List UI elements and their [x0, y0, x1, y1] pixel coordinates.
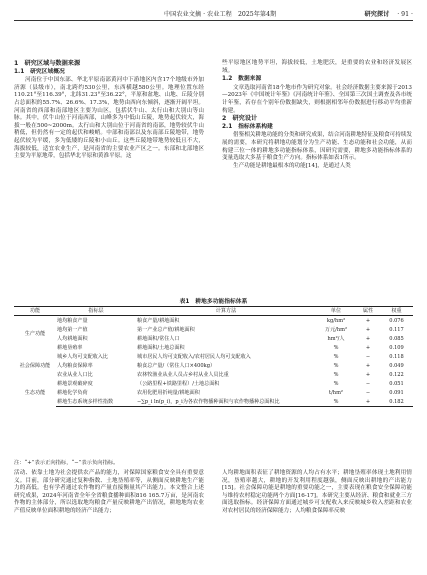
- indicator-cell: 耕地化学负荷: [57, 389, 88, 396]
- weight-cell: 0.109: [389, 344, 404, 351]
- bottom-right-column: [222, 470, 412, 516]
- method-cell: 第一产业总产值/耕地面积: [137, 326, 195, 333]
- indicator-cell: 农业从业人口比: [57, 371, 93, 378]
- method-cell: 耕地面积/常住人口: [137, 335, 180, 342]
- header-right: [365, 9, 413, 18]
- attr-cell: +: [365, 371, 371, 378]
- table-header-cell: 计算方法: [136, 307, 316, 316]
- table-title: 表1 耕地多功能指标体系: [179, 299, 248, 305]
- table-row: [14, 325, 413, 334]
- page-number: · 91 ·: [397, 11, 413, 18]
- function-cell: 生产功能: [24, 331, 46, 338]
- unit-cell: kg/hm²: [326, 317, 346, 324]
- table-header-cell: 权重: [380, 307, 413, 316]
- method-cell: 农林牧渔业从业人员占乡村从业人员比重: [137, 371, 229, 378]
- method-cell: （公路里程+铁路里程）/土地总面积: [137, 380, 220, 387]
- weight-cell: 0.085: [389, 335, 404, 342]
- attr-cell: +: [356, 397, 380, 407]
- method-cell: 耕地面积/土地总面积: [137, 344, 185, 351]
- indicator-cell: 人均耕地面积: [57, 335, 88, 342]
- function-cell: 生态功能: [24, 389, 46, 396]
- paragraph-study-area: 河南位于中国东部、华北平原南部黄河中下游地区内含17个地级市外加济源（县级市），南北跨约530公里，东西横越580公里。地理位置东经110.21°至116.39°，北纬31.23°至36.22°，平原和盆地、山地、丘陵分别占总面积的55.7%、26.6%、17.3%，地势由西向东倾斜，逐渐开阔平坦。河南省的西部和南部地区主要为山区，包括伏牛山、太行山和大别山等山脉。其中，伏牛山位于河南西部，山峰多为中低山丘陵，地势起伏较大，海拔一般在500~2000m。太行山和大别山位于河南省的南部，地势较伏牛山稍低，但仍然有一定的起伏和峻峭。中部和南部以及东南部丘陵地带，地势起伏较为平缓，多为低矮的丘陵和小山丘。这些丘陵地带地势较低且不大，海拔较低，适宜农业生产，是河南省的主要农业产区之一。东部和北部地区主要为平原地带，包括华北平原和黄淮平原。这: [14, 77, 204, 160]
- weight-cell: 0.182: [380, 397, 413, 407]
- attr-cell: −: [365, 389, 371, 396]
- unit-cell: %: [333, 353, 339, 360]
- paragraph-production-function: 生产功能是耕地最根本的功能[14]，是通过人类: [233, 162, 351, 169]
- bottom-left-column: [14, 470, 204, 516]
- heading-section-1: 1 研究区域与数据来源: [14, 60, 81, 67]
- left-column: [14, 60, 204, 161]
- table-header-cell: 功能: [14, 307, 56, 316]
- paragraph-bottom-left: 活动、依靠土地为社会提供农产品的能力，对保障国家粮食安全具有重要意义。目前，部分研究通过复种指数、土地垦殖率等，从侧面反映耕地生产能力的高低。也有学者通过农作物的产量直接衡量其产出能力。本文整合上述研究成果，2024年河南省全年全省粮食播种面积816 165.7万亩，是河南农作物的主体部分，所以选取地均粮食产量反映耕地产出情况，耕地地均农业产值反映单位面积耕地的经济产出能力；: [14, 470, 204, 514]
- journal-title: 中国农业文摘 · 农业工程 2025年第4期: [164, 11, 277, 18]
- table-note: 注：“+”表示正向指标，“−”表示负向指标。: [14, 460, 119, 466]
- paragraph-data-source: 文章选取河南省18个地市作为研究对象。社会经济数据主要来源于2013—2023年《中国统计年鉴》《河南统计年鉴》、全国第三次国土调查及各市统计年鉴，若存在个别年份数据缺失，则根据相邻年份数据进行移动平均重新构建。: [222, 84, 412, 114]
- paragraph-bottom-right: 人均耕地面积表征了耕地资源的人均占有水平；耕地垦殖率体现土地利用情况，垦殖率越大，耕地的开发利用程度越强，侧面反映出耕地的产出能力[15]。社会保障功能是耕地的重要功能之一，主要表现在粮食安全保障功能与维持农村稳定功能两个方面[16-17]。本研究主要从经济、粮食和就业三方面选取指标。经济保障方面通过城乡可支配收入来反映城乡收入差距和农业对农村居民的经济保障能力；人均粮食保障率反映: [222, 470, 412, 514]
- right-column: [222, 60, 412, 170]
- section-label: 研究探讨: [364, 11, 390, 18]
- weight-cell: 0.117: [389, 326, 404, 333]
- table-row: [14, 334, 413, 343]
- weight-cell: 0.091: [389, 389, 404, 396]
- indicator-cell: 城乡人均可支配收入比: [57, 353, 108, 360]
- indicator-table: [14, 306, 413, 407]
- weight-cell: 0.122: [389, 371, 404, 378]
- table-row: [14, 343, 413, 352]
- table-header-cell: 属性: [356, 307, 380, 316]
- unit-cell: 万元/hm²: [324, 326, 348, 333]
- attr-cell: +: [365, 317, 371, 324]
- method-cell: 粮食产量/耕地面积: [137, 317, 180, 324]
- attr-cell: +: [365, 335, 371, 342]
- unit-cell: t/hm²: [329, 389, 343, 396]
- heading-2-1: 2.1 指标体系构建: [222, 123, 273, 130]
- method-cell: 农用化肥用折纯量/耕地面积: [137, 389, 200, 396]
- table-row: [14, 379, 413, 388]
- table-row: [14, 352, 413, 361]
- attr-cell: +: [365, 344, 371, 351]
- table-header-cell: 单位: [316, 307, 356, 316]
- heading-section-2: 2 研究设计: [222, 115, 258, 123]
- table-row: [14, 316, 413, 326]
- attr-cell: +: [365, 326, 371, 333]
- weight-cell: 0.051: [389, 380, 404, 387]
- table-row: [14, 370, 413, 379]
- attr-cell: −: [365, 380, 371, 387]
- indicator-cell: 人均粮食保障率: [57, 362, 93, 369]
- unit-cell: %: [333, 362, 339, 369]
- method-cell: −∑p_i ln(p_i)，p_i为各农作物播种面积与农作物播种总面积比: [136, 397, 316, 407]
- weight-cell: 0.118: [389, 353, 404, 360]
- table-row: [14, 361, 413, 370]
- unit-cell: %: [333, 371, 339, 378]
- attr-cell: −: [365, 353, 371, 360]
- function-cell: 社会保障功能: [19, 362, 51, 369]
- table-header-cell: 指标层: [56, 307, 136, 316]
- indicator-cell: 地均粮食产量: [57, 317, 88, 324]
- paragraph-continued: 些平原地区地势平坦，海拔较低，土地肥沃，是重要的农业和经济发展区域。: [222, 60, 412, 74]
- table-row: [14, 397, 413, 407]
- indicator-cell: 耕地垦殖率: [57, 344, 83, 351]
- unit-cell: hm²/人: [327, 335, 345, 342]
- table-header-row: [14, 307, 413, 316]
- indicator-cell: 耕地生态系统多样性指数: [56, 397, 136, 407]
- indicator-cell: 地均第一产值: [57, 326, 88, 333]
- table-row: [14, 388, 413, 397]
- method-cell: 城市居民人均可支配收入/农村居民人均可支配收入: [137, 353, 251, 360]
- paragraph-indicator-system: 借鉴相关耕地功能的分类和研究成果，结合河南耕地特征及粮食可持续发展的需要，本研究将耕地功能划分为生产功能、生态功能和社会功能，从而构建三位一体的耕地多功能指标体系，因研究需要，耕地多功能指标体系的变量选取大多基于粮食生产方向。指标体系如表1所示。: [222, 132, 413, 162]
- weight-cell: 0.049: [389, 362, 404, 369]
- attr-cell: +: [365, 362, 371, 369]
- heading-1-1: 1.1 研究区域概况: [14, 68, 65, 75]
- header-divider: [14, 20, 413, 21]
- indicator-cell: 耕地景观破碎度: [57, 380, 93, 387]
- unit-cell: %: [333, 344, 339, 351]
- weight-cell: 0.076: [389, 317, 404, 324]
- unit-cell: %: [316, 397, 356, 407]
- unit-cell: %: [333, 380, 339, 387]
- method-cell: 粮食总产量/（常住人口×400kg）: [137, 362, 216, 369]
- heading-1-2: 1.2 数据来源: [222, 76, 262, 83]
